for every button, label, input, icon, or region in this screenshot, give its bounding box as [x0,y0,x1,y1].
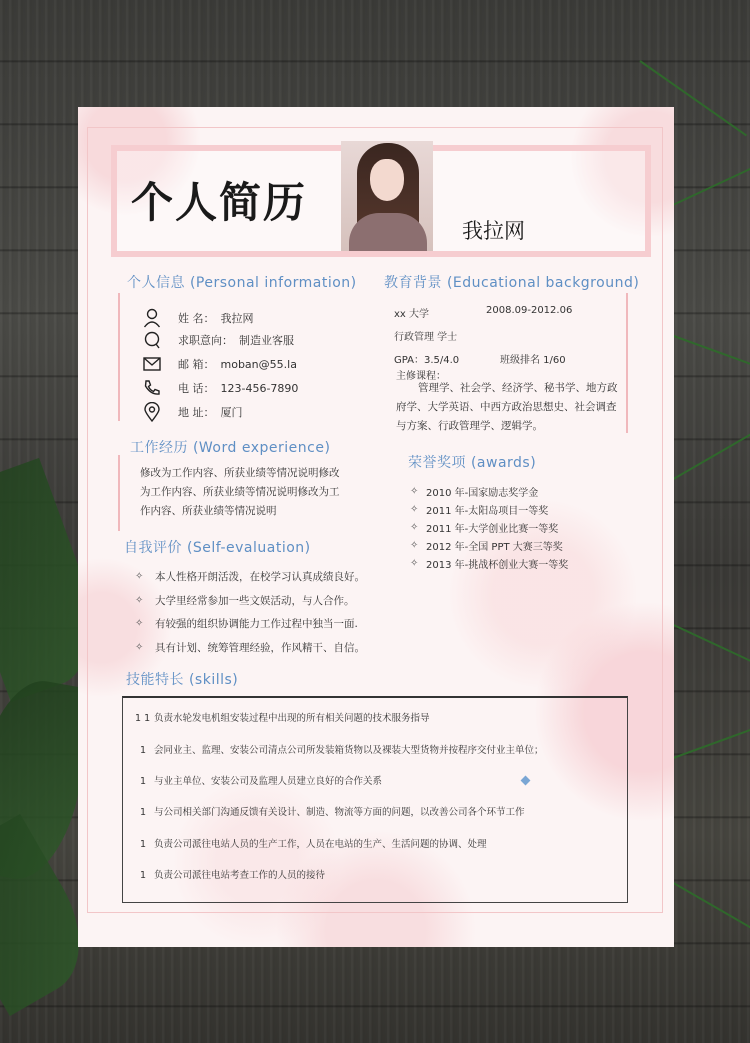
award-item: ✧ 2012 年-全国 PPT 大赛三等奖 [410,540,563,553]
info-email-row [142,353,297,375]
self-eval-item: ✧ 大学里经常参加一些文娱活动，与人合作。 [135,595,355,607]
info-phone-row [142,377,298,399]
section-education-title: 教育背景 (Educational background) [384,275,640,291]
background-fern [665,620,750,668]
info-value: 我拉网 [220,312,254,325]
location-pin-icon [142,402,162,422]
info-value: 厦门 [220,406,243,419]
edu-rank: 班级排名 1/60 [500,355,566,366]
star-bullet-icon: ✧ [410,540,419,551]
background-fern [665,722,750,762]
info-value: moban@55.la [220,357,297,371]
award-item: ✧ 2013 年-挑战杯创业大赛一等奖 [410,558,569,571]
section-work-title: 工作经历 (Word experience) [130,440,331,456]
star-bullet-icon: ✧ [410,522,419,533]
info-label: 电 话： [178,382,215,395]
edu-gpa: GPA：3.5/4.0 [394,355,460,366]
work-line: 作内容、所获业绩等情况说明 [140,505,277,517]
info-label: 姓 名： [178,312,215,325]
courses-line: 与方案、行政管理学、逻辑学。 [396,420,543,432]
courses-line: 府学、大学英语、中西方政治思想史、社会调查 [396,401,617,413]
info-label: 求职意向： [178,334,233,347]
award-item: ✧ 2011 年-大学创业比赛一等奖 [410,522,559,535]
section-self-eval-title: 自我评价 (Self-evaluation) [124,540,311,556]
courses-line: 管理学、社会学、经济学、秘书学、地方政 [418,382,618,394]
background-fern [670,880,750,932]
star-bullet-icon: ✧ [410,504,419,515]
info-value: 制造业客服 [239,334,294,347]
self-eval-item: ✧ 具有计划、统筹管理经验，作风精干、自信。 [135,642,365,654]
background-fern [670,430,750,482]
section-personal-title: 个人信息 (Personal information) [127,275,357,291]
info-address-row [142,401,243,423]
edu-school: xx 大学 [394,309,430,320]
star-bullet-icon: ✧ [135,618,144,629]
work-description [140,464,370,521]
work-divider [118,455,120,531]
section-awards-title: 荣誉奖项 (awards) [408,455,537,471]
chat-icon [142,330,162,350]
star-bullet-icon: ✧ [410,558,419,569]
info-name-row [142,307,254,329]
award-item: ✧ 2011 年-太阳岛项目一等奖 [410,504,549,517]
self-eval-item: ✧ 有较强的组织协调能力工作过程中独当一面. [135,618,358,630]
info-label: 邮 箱： [178,358,215,371]
star-bullet-icon: ✧ [135,595,144,606]
info-value: 123-456-7890 [220,381,299,395]
mail-icon [142,354,162,374]
work-line: 修改为工作内容、所获业绩等情况说明修改 [140,467,340,479]
person-icon [142,308,162,328]
self-eval-item: ✧ 本人性格开朗活泼，在校学习认真成绩良好。 [135,571,365,583]
skill-item: 1 负责公司派往电站人员的生产工作，人员在电站的生产、生活问题的协调、处理 [140,839,487,850]
resume-page [78,107,674,947]
edu-period: 2008.09-2012.06 [486,305,573,316]
phone-icon [142,378,162,398]
header-name: 我拉网 [462,219,525,243]
skill-item: 1 与业主单位、安装公司及监理人员建立良好的合作关系 [140,776,383,787]
star-bullet-icon: ✧ [135,571,144,582]
section-skills-title: 技能特长 (skills) [126,672,239,688]
edu-courses-label: 主修课程： [396,371,446,382]
award-item: ✧ 2010 年-国家励志奖学金 [410,486,539,499]
resume-title: 个人简历 [131,178,308,227]
skill-item: 1 负责公司派往电站考查工作的人员的接待 [140,870,326,881]
profile-photo [341,141,433,251]
work-line: 为工作内容、所获业绩等情况说明修改为工 [140,486,340,498]
edu-courses [396,379,636,436]
personal-divider [118,293,120,421]
skill-item: 1 会同业主、监理、安装公司清点公司所发装箱货物以及裸装大型货物并按程序交付业主单位； [140,745,544,756]
skill-item: 1 1 负责水轮发电机组安装过程中出现的所有相关问题的技术服务指导 [135,713,430,724]
info-intent-row [142,329,294,351]
edu-major: 行政管理 学士 [394,332,458,343]
star-bullet-icon: ✧ [135,642,144,653]
star-bullet-icon: ✧ [410,486,419,497]
skill-item: 1 与公司相关部门沟通反馈有关设计、制造、物流等方面的问题，以改善公司各个环节工作 [140,807,525,818]
info-label: 地 址： [178,406,215,419]
